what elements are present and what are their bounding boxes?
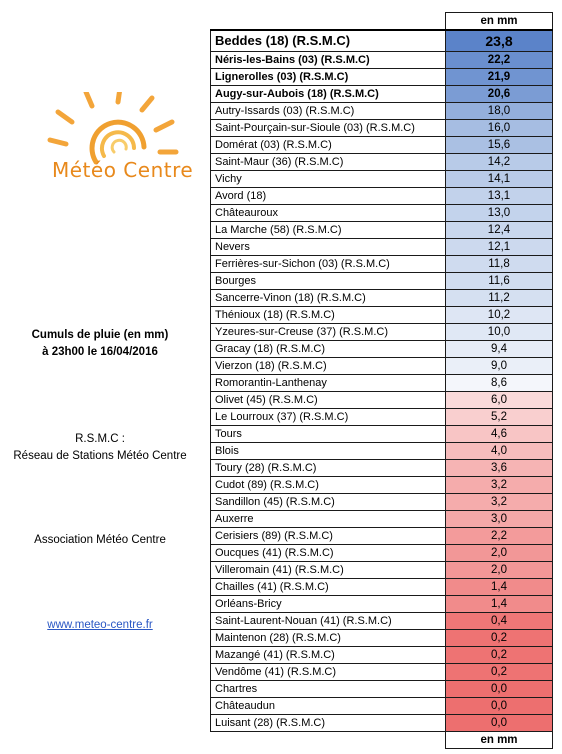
rainfall-value: 11,8 bbox=[446, 256, 553, 273]
rainfall-value: 18,0 bbox=[446, 103, 553, 120]
table-row bbox=[211, 613, 553, 630]
table-row bbox=[211, 477, 553, 494]
table-row bbox=[211, 596, 553, 613]
meteo-centre-logo bbox=[36, 92, 196, 202]
rainfall-value: 3,2 bbox=[446, 494, 553, 511]
station-name: Luisant (28) (R.S.M.C) bbox=[211, 715, 446, 732]
station-name: Cerisiers (89) (R.S.M.C) bbox=[211, 528, 446, 545]
station-name: Bourges bbox=[211, 273, 446, 290]
rainfall-value: 0,2 bbox=[446, 647, 553, 664]
station-name: Domérat (03) (R.S.M.C) bbox=[211, 137, 446, 154]
station-name: Auxerre bbox=[211, 511, 446, 528]
rsmc-expansion: Réseau de Stations Météo Centre bbox=[13, 450, 187, 462]
rainfall-value: 15,6 bbox=[446, 137, 553, 154]
station-name: Blois bbox=[211, 443, 446, 460]
station-name: Orléans-Bricy bbox=[211, 596, 446, 613]
association-name: Association Météo Centre bbox=[34, 534, 166, 546]
footer-unit: en mm bbox=[446, 732, 553, 749]
station-name: Saint-Laurent-Nouan (41) (R.S.M.C) bbox=[211, 613, 446, 630]
table-row bbox=[211, 239, 553, 256]
rainfall-value: 2,0 bbox=[446, 562, 553, 579]
table-row bbox=[211, 341, 553, 358]
table-row bbox=[211, 103, 553, 120]
table-row bbox=[211, 579, 553, 596]
station-name: Mazangé (41) (R.S.M.C) bbox=[211, 647, 446, 664]
rainfall-value: 22,2 bbox=[446, 52, 553, 69]
table-row bbox=[211, 290, 553, 307]
table-row bbox=[211, 137, 553, 154]
table-row bbox=[211, 307, 553, 324]
table-row bbox=[211, 715, 553, 732]
table-row bbox=[211, 222, 553, 239]
table-row bbox=[211, 86, 553, 103]
table-row bbox=[211, 545, 553, 562]
rainfall-value: 21,9 bbox=[446, 69, 553, 86]
rainfall-value: 1,4 bbox=[446, 579, 553, 596]
table-row bbox=[211, 256, 553, 273]
station-name: Romorantin-Lanthenay bbox=[211, 375, 446, 392]
table-row bbox=[211, 171, 553, 188]
rainfall-value: 5,2 bbox=[446, 409, 553, 426]
rainfall-value: 14,2 bbox=[446, 154, 553, 171]
table-row bbox=[211, 188, 553, 205]
table-row bbox=[211, 647, 553, 664]
rainfall-value: 13,1 bbox=[446, 188, 553, 205]
table-row bbox=[211, 511, 553, 528]
table-row bbox=[211, 273, 553, 290]
table-row bbox=[211, 392, 553, 409]
table-row bbox=[211, 154, 553, 171]
station-name: Châteaudun bbox=[211, 698, 446, 715]
station-name: Gracay (18) (R.S.M.C) bbox=[211, 341, 446, 358]
station-name: Saint-Pourçain-sur-Sioule (03) (R.S.M.C) bbox=[211, 120, 446, 137]
title-line-1: Cumuls de pluie (en mm) bbox=[31, 329, 169, 341]
station-name: Sandillon (45) (R.S.M.C) bbox=[211, 494, 446, 511]
rainfall-value: 16,0 bbox=[446, 120, 553, 137]
table-row bbox=[211, 562, 553, 579]
station-name: Thénioux (18) (R.S.M.C) bbox=[211, 307, 446, 324]
station-name: Sancerre-Vinon (18) (R.S.M.C) bbox=[211, 290, 446, 307]
rainfall-value: 3,6 bbox=[446, 460, 553, 477]
table-row bbox=[211, 443, 553, 460]
rsmc-label: R.S.M.C : bbox=[75, 433, 125, 445]
rainfall-value: 9,0 bbox=[446, 358, 553, 375]
rainfall-value: 0,0 bbox=[446, 681, 553, 698]
station-name: Châteauroux bbox=[211, 205, 446, 222]
rainfall-table bbox=[210, 12, 553, 749]
station-name: La Marche (58) (R.S.M.C) bbox=[211, 222, 446, 239]
rainfall-value: 0,4 bbox=[446, 613, 553, 630]
rainfall-value: 3,0 bbox=[446, 511, 553, 528]
station-name: Oucques (41) (R.S.M.C) bbox=[211, 545, 446, 562]
table-row bbox=[211, 698, 553, 715]
station-name: Chartres bbox=[211, 681, 446, 698]
station-name: Ferrières-sur-Sichon (03) (R.S.M.C) bbox=[211, 256, 446, 273]
rainfall-value: 0,0 bbox=[446, 715, 553, 732]
station-name: Tours bbox=[211, 426, 446, 443]
station-name: Vichy bbox=[211, 171, 446, 188]
table-row bbox=[211, 69, 553, 86]
station-name: Yzeures-sur-Creuse (37) (R.S.M.C) bbox=[211, 324, 446, 341]
header-blank bbox=[211, 13, 446, 31]
rainfall-value: 4,0 bbox=[446, 443, 553, 460]
table-header-row bbox=[211, 13, 553, 31]
table-row bbox=[211, 681, 553, 698]
logo-wordmark: Météo Centre bbox=[52, 158, 194, 182]
station-name: Maintenon (28) (R.S.M.C) bbox=[211, 630, 446, 647]
station-name: Avord (18) bbox=[211, 188, 446, 205]
station-name: Villeromain (41) (R.S.M.C) bbox=[211, 562, 446, 579]
table-row bbox=[211, 409, 553, 426]
table-row bbox=[211, 664, 553, 681]
station-name: Chailles (41) (R.S.M.C) bbox=[211, 579, 446, 596]
table-row bbox=[211, 494, 553, 511]
table-row bbox=[211, 426, 553, 443]
rainfall-value: 6,0 bbox=[446, 392, 553, 409]
rainfall-value: 14,1 bbox=[446, 171, 553, 188]
station-name: Beddes (18) (R.S.M.C) bbox=[211, 30, 446, 52]
station-name: Cudot (89) (R.S.M.C) bbox=[211, 477, 446, 494]
rainfall-value: 0,0 bbox=[446, 698, 553, 715]
table-row bbox=[211, 30, 553, 52]
rainfall-value: 13,0 bbox=[446, 205, 553, 222]
station-name: Autry-Issards (03) (R.S.M.C) bbox=[211, 103, 446, 120]
rainfall-value: 12,4 bbox=[446, 222, 553, 239]
station-name: Vierzon (18) (R.S.M.C) bbox=[211, 358, 446, 375]
rainfall-value: 0,2 bbox=[446, 664, 553, 681]
footer-blank bbox=[211, 732, 446, 749]
table-row bbox=[211, 120, 553, 137]
header-unit: en mm bbox=[446, 13, 553, 31]
chart-title bbox=[0, 327, 200, 361]
rainfall-value: 20,6 bbox=[446, 86, 553, 103]
rainfall-value: 3,2 bbox=[446, 477, 553, 494]
rainfall-value: 8,6 bbox=[446, 375, 553, 392]
table-row bbox=[211, 205, 553, 222]
rainfall-value: 2,2 bbox=[446, 528, 553, 545]
table-row bbox=[211, 630, 553, 647]
table-row bbox=[211, 375, 553, 392]
rainfall-value: 23,8 bbox=[446, 30, 553, 52]
rainfall-value: 10,0 bbox=[446, 324, 553, 341]
rainfall-value: 0,2 bbox=[446, 630, 553, 647]
station-name: Olivet (45) (R.S.M.C) bbox=[211, 392, 446, 409]
table-row bbox=[211, 528, 553, 545]
station-name: Vendôme (41) (R.S.M.C) bbox=[211, 664, 446, 681]
rainfall-value: 2,0 bbox=[446, 545, 553, 562]
station-name: Toury (28) (R.S.M.C) bbox=[211, 460, 446, 477]
rsmc-definition bbox=[0, 431, 200, 465]
website-link[interactable]: www.meteo-centre.fr bbox=[47, 619, 153, 631]
table-row bbox=[211, 460, 553, 477]
station-name: Augy-sur-Aubois (18) (R.S.M.C) bbox=[211, 86, 446, 103]
rainfall-value: 9,4 bbox=[446, 341, 553, 358]
table-row bbox=[211, 52, 553, 69]
station-name: Lignerolles (03) (R.S.M.C) bbox=[211, 69, 446, 86]
table-footer-row bbox=[211, 732, 553, 749]
table-row bbox=[211, 324, 553, 341]
station-name: Le Lourroux (37) (R.S.M.C) bbox=[211, 409, 446, 426]
rainfall-value: 11,6 bbox=[446, 273, 553, 290]
rainfall-value: 12,1 bbox=[446, 239, 553, 256]
station-name: Saint-Maur (36) (R.S.M.C) bbox=[211, 154, 446, 171]
rainfall-value: 1,4 bbox=[446, 596, 553, 613]
station-name: Néris-les-Bains (03) (R.S.M.C) bbox=[211, 52, 446, 69]
title-line-2: à 23h00 le 16/04/2016 bbox=[42, 346, 158, 358]
table-row bbox=[211, 358, 553, 375]
station-name: Nevers bbox=[211, 239, 446, 256]
rainfall-value: 11,2 bbox=[446, 290, 553, 307]
rainfall-value: 10,2 bbox=[446, 307, 553, 324]
rainfall-value: 4,6 bbox=[446, 426, 553, 443]
